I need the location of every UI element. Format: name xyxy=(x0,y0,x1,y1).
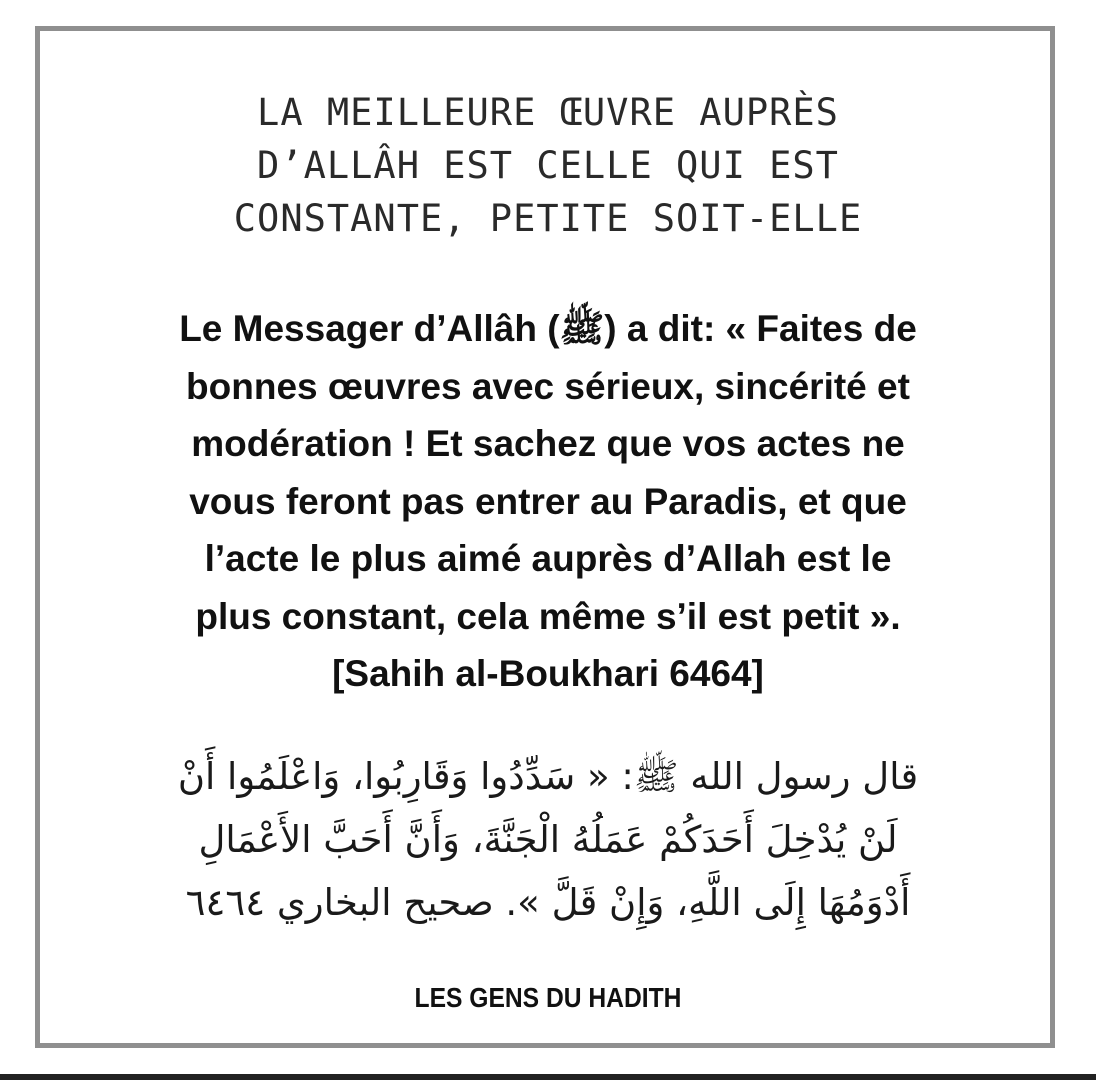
arabic-hadith xyxy=(90,745,1006,934)
hadith-line: l’acte le plus aimé auprès d’Allah est le xyxy=(204,538,892,579)
page-title xyxy=(0,86,1096,245)
arabic-line: أَدْوَمُهَا إِلَى اللَّهِ، وَإِنْ قَلَّ ». صحيح البخاري ٦٤٦٤ xyxy=(185,881,911,924)
arabic-line: قال رسول الله ﷺ: « سَدِّدُوا وَقَارِبُوا، وَاعْلَمُوا أَنْ xyxy=(177,755,919,798)
arabic-line: لَنْ يُدْخِلَ أَحَدَكُمْ عَمَلُهُ الْجَنَّةَ، وَأَنَّ أَحَبَّ الأَعْمَالِ xyxy=(198,818,898,861)
french-hadith xyxy=(60,300,1036,703)
bottom-divider xyxy=(0,1074,1096,1080)
hadith-line: Le Messager d’Allâh (ﷺ) a dit: « Faites de xyxy=(179,308,917,349)
hadith-line: plus constant, cela même s’il est petit ». xyxy=(195,595,901,637)
hadith-line: vous feront pas entrer au Paradis, et que xyxy=(189,480,907,522)
brand-footer: LES GENS DU HADITH xyxy=(414,982,682,1013)
hadith-line: bonnes œuvres avec sérieux, sincérité et xyxy=(186,365,910,407)
hadith-line: modération ! Et sachez que vos actes ne xyxy=(191,423,905,464)
title-line: D’ALLÂH EST CELLE QUI EST xyxy=(257,144,839,187)
title-line: LA MEILLEURE ŒUVRE AUPRÈS xyxy=(257,91,839,134)
title-line: CONSTANTE, PETITE SOIT-ELLE xyxy=(233,197,863,240)
hadith-reference: [Sahih al-Boukhari 6464] xyxy=(332,653,764,694)
